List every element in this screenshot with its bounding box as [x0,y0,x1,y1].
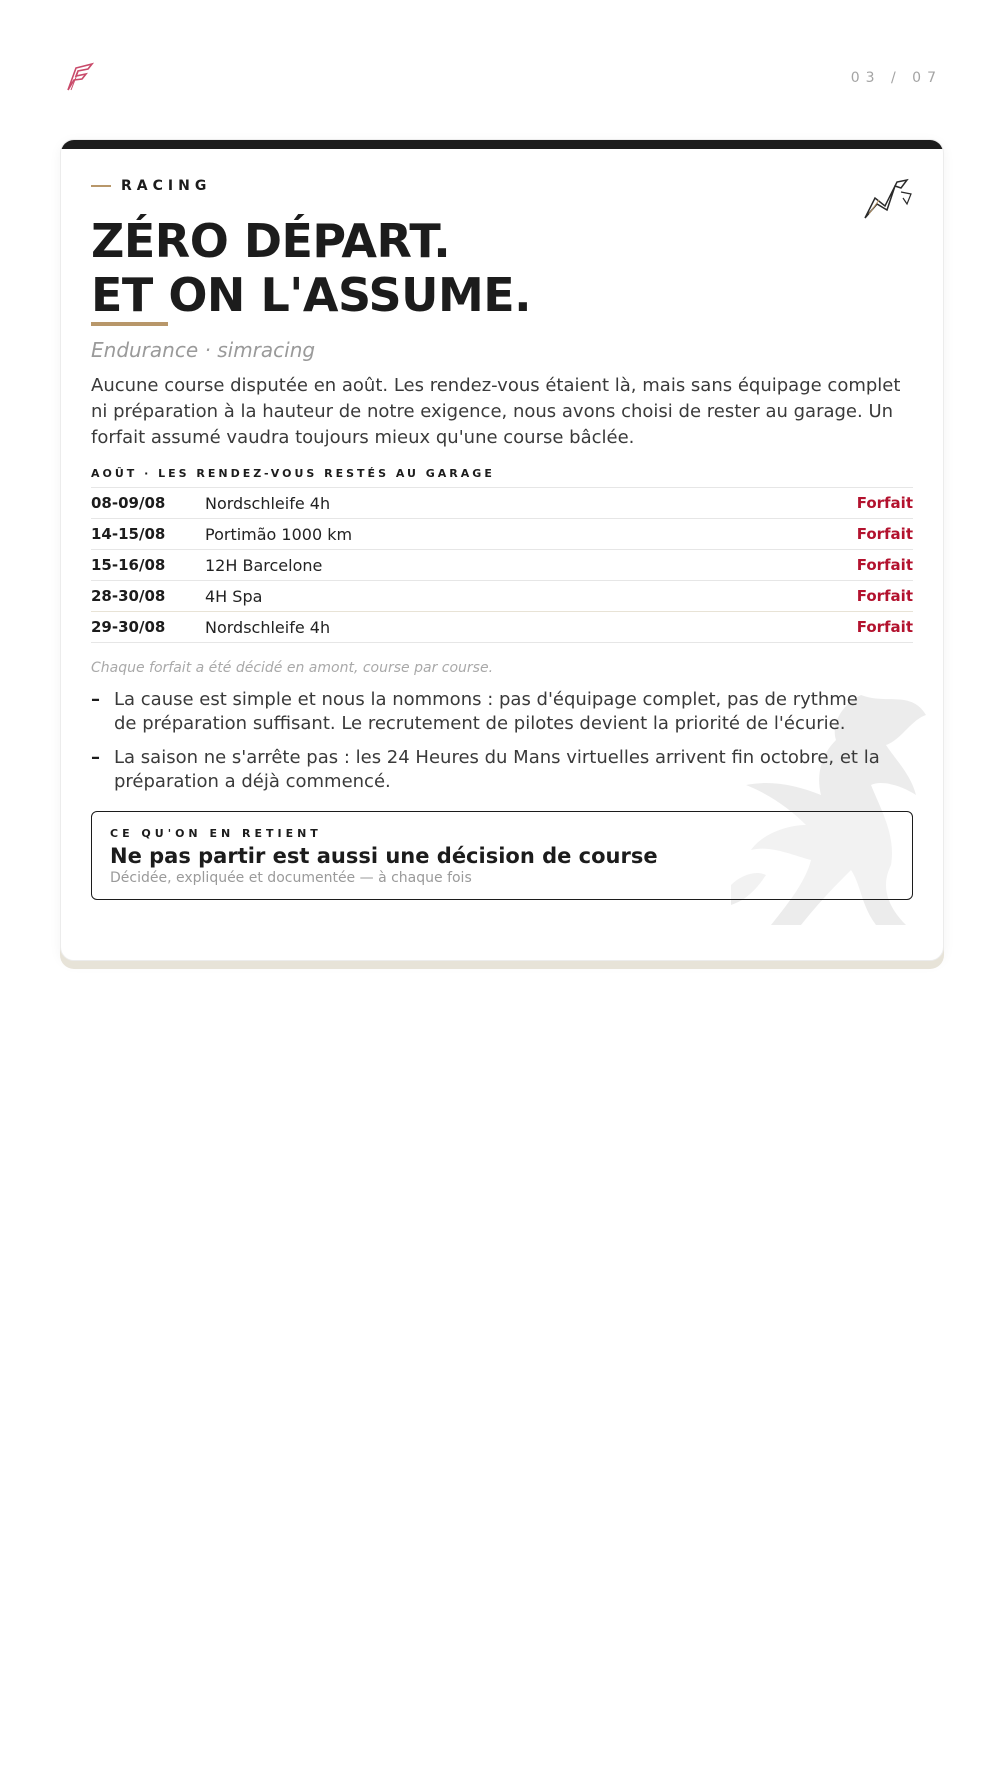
race-status: Forfait [856,525,913,543]
page-counter: 03 / 07 [850,70,942,86]
race-name: 12H Barcelone [205,555,323,575]
eyebrow-accent-line [91,185,111,187]
subtitle: Endurance · simracing [91,338,316,362]
table-row [91,612,913,643]
takeaway-eyebrow: CE QU'ON EN RETIENT [110,827,322,840]
race-date: 28-30/08 [91,587,166,605]
table-row [91,519,913,550]
page-title [91,214,531,322]
race-status: Forfait [856,494,913,512]
race-name: Nordschleife 4h [205,493,331,513]
intro-paragraph: Aucune course disputée en août. Les rendez-vous étaient là, mais sans équipage complet ni préparation à la hauteur de notre exigence, nous avons choisi de rester au garage. Un forfait assumé vaudra toujours mieux qu'une course bâclée. [91,375,901,448]
race-status: Forfait [856,556,913,574]
race-name: Portimão 1000 km [205,524,353,544]
race-date: 15-16/08 [91,556,166,574]
table-footnote: Chaque forfait a été décidé en amont, course par course. [91,660,494,676]
race-date: 08-09/08 [91,494,166,512]
scuderia-corner-logo-icon [861,176,913,222]
race-date: 29-30/08 [91,618,166,636]
list-item [91,746,881,794]
race-name: Nordschleife 4h [205,617,331,637]
race-name: 4H Spa [205,586,263,606]
races-table [91,487,913,643]
races-section-label: AOÛT · LES RENDEZ-VOUS RESTÉS AU GARAGE [91,467,495,480]
article-card [60,139,944,961]
table-row [91,581,913,612]
section-eyebrow [91,178,211,194]
takeaway-subtitle: Décidée, expliquée et documentée — à chaque fois [110,870,472,886]
table-row [91,550,913,581]
bullet-list [91,688,881,804]
title-line-1: ZÉRO DÉPART. [91,214,451,268]
list-item [91,688,881,736]
scuderia-logo-icon [64,60,96,92]
title-underlined-word: ET [91,268,168,326]
dash-icon: – [91,747,100,768]
takeaway-title: Ne pas partir est aussi une décision de course [110,844,658,868]
race-status: Forfait [856,587,913,605]
title-line-2-rest: ON L'ASSUME. [168,268,532,322]
bullet-text: La saison ne s'arrête pas : les 24 Heures du Mans virtuelles arrivent fin octobre, et la préparation a déjà commencé. [114,747,880,792]
race-date: 14-15/08 [91,525,166,543]
takeaway-box [91,811,913,900]
table-row [91,488,913,519]
bullet-text: La cause est simple et nous la nommons : pas d'équipage complet, pas de rythme de préparation suffisant. Le recrutement de pilotes devient la priorité de l'écurie. [114,689,858,734]
title-line-2 [91,268,531,322]
race-status: Forfait [856,618,913,636]
eyebrow-label: RACING [121,178,212,194]
dash-icon: – [91,689,100,710]
